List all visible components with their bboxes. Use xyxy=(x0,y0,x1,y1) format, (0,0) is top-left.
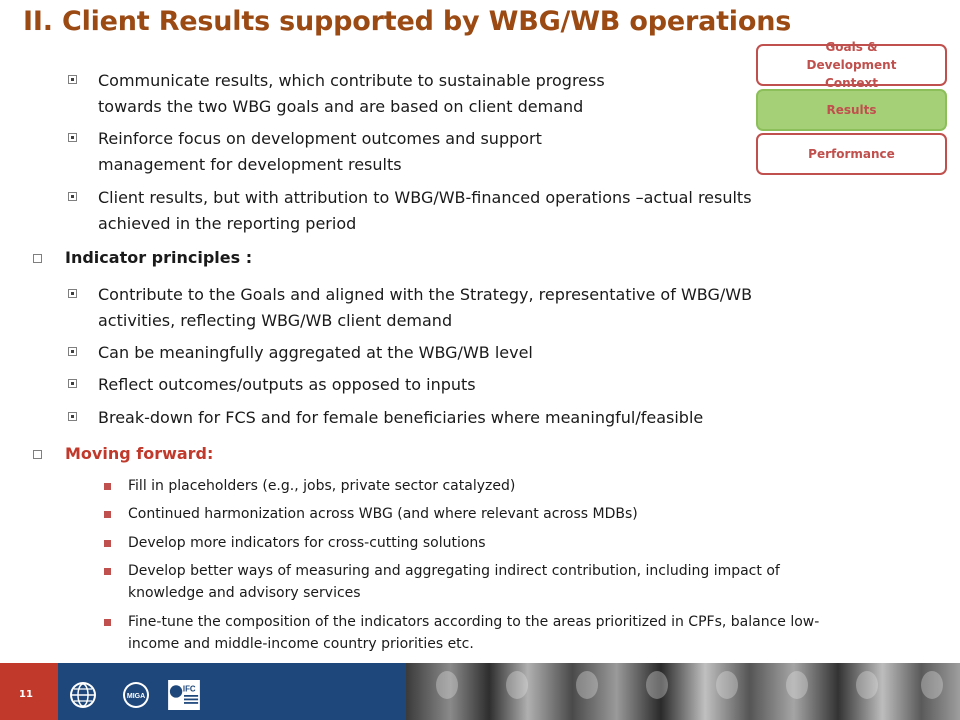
section-tabs xyxy=(756,40,947,175)
svg-text:IFC: IFC xyxy=(182,684,196,694)
red-square-bullet-icon xyxy=(104,619,111,626)
square-bullet-icon xyxy=(68,347,77,356)
square-bullet-icon xyxy=(68,412,77,421)
list-item: Reinforce focus on development outcomes and support management for development results xyxy=(68,126,628,178)
portrait-photo xyxy=(646,671,668,699)
slide-title: II. Client Results supported by WBG/WB operations xyxy=(23,6,792,37)
square-bullet-icon xyxy=(68,75,77,84)
tab-performance[interactable] xyxy=(756,133,947,175)
list-item: Break-down for FCS and for female beneficiaries where meaningful/feasible xyxy=(68,405,828,431)
list-item: Fill in placeholders (e.g., jobs, private sector catalyzed) xyxy=(104,475,844,497)
hollow-square-bullet-icon xyxy=(33,450,42,459)
red-square-bullet-icon xyxy=(104,511,111,518)
indicator-heading: Indicator principles : xyxy=(33,245,833,271)
list-item: Develop more indicators for cross-cutting solutions xyxy=(104,532,844,554)
page-number-box xyxy=(0,663,58,720)
portrait-photo xyxy=(921,671,943,699)
list-item: Continued harmonization across WBG (and where relevant across MDBs) xyxy=(104,503,844,525)
portrait-photo xyxy=(506,671,528,699)
portrait-photo xyxy=(436,671,458,699)
footer xyxy=(0,663,960,720)
portrait-photo xyxy=(856,671,878,699)
list-item: Fine-tune the composition of the indicators according to the areas prioritized in CPFs, balance low-income and middle-income country priorities etc. xyxy=(104,611,844,655)
moving-forward-heading: Moving forward: xyxy=(33,441,833,467)
tab-performance-label: Performance xyxy=(808,147,895,161)
svg-text:MIGA: MIGA xyxy=(126,693,146,700)
list-item: Client results, but with attribution to WBG/WB-financed operations –actual results achieved in the reporting period xyxy=(68,185,828,237)
portrait-photo xyxy=(576,671,598,699)
square-bullet-icon xyxy=(68,133,77,142)
list-item: Communicate results, which contribute to sustainable progress towards the two WBG goals and are based on client demand xyxy=(68,68,668,120)
list-item: Reflect outcomes/outputs as opposed to inputs xyxy=(68,372,828,398)
hollow-square-bullet-icon xyxy=(33,254,42,263)
square-bullet-icon xyxy=(68,289,77,298)
portrait-photo xyxy=(716,671,738,699)
list-item: Can be meaningfully aggregated at the WBG/WB level xyxy=(68,340,828,366)
red-square-bullet-icon xyxy=(104,483,111,490)
tab-goals[interactable] xyxy=(756,40,947,90)
logo-band xyxy=(58,663,406,720)
page-number: 11 xyxy=(19,689,33,700)
red-square-bullet-icon xyxy=(104,568,111,575)
list-item: Develop better ways of measuring and aggregating indirect contribution, including impact of knowledge and advisory services xyxy=(104,560,824,604)
tab-results[interactable] xyxy=(756,89,947,131)
red-square-bullet-icon xyxy=(104,540,111,547)
list-item: Contribute to the Goals and aligned with the Strategy, representative of WBG/WB activities, reflecting WBG/WB client demand xyxy=(68,282,828,334)
world-bank-globe-icon xyxy=(68,680,98,710)
photo-strip xyxy=(406,663,960,720)
ifc-logo-icon xyxy=(166,680,202,710)
square-bullet-icon xyxy=(68,379,77,388)
tab-results-label: Results xyxy=(826,103,877,117)
portrait-photo xyxy=(786,671,808,699)
miga-logo-icon xyxy=(120,680,152,710)
square-bullet-icon xyxy=(68,192,77,201)
tab-goals-label: Goals & Development Context xyxy=(806,40,897,90)
